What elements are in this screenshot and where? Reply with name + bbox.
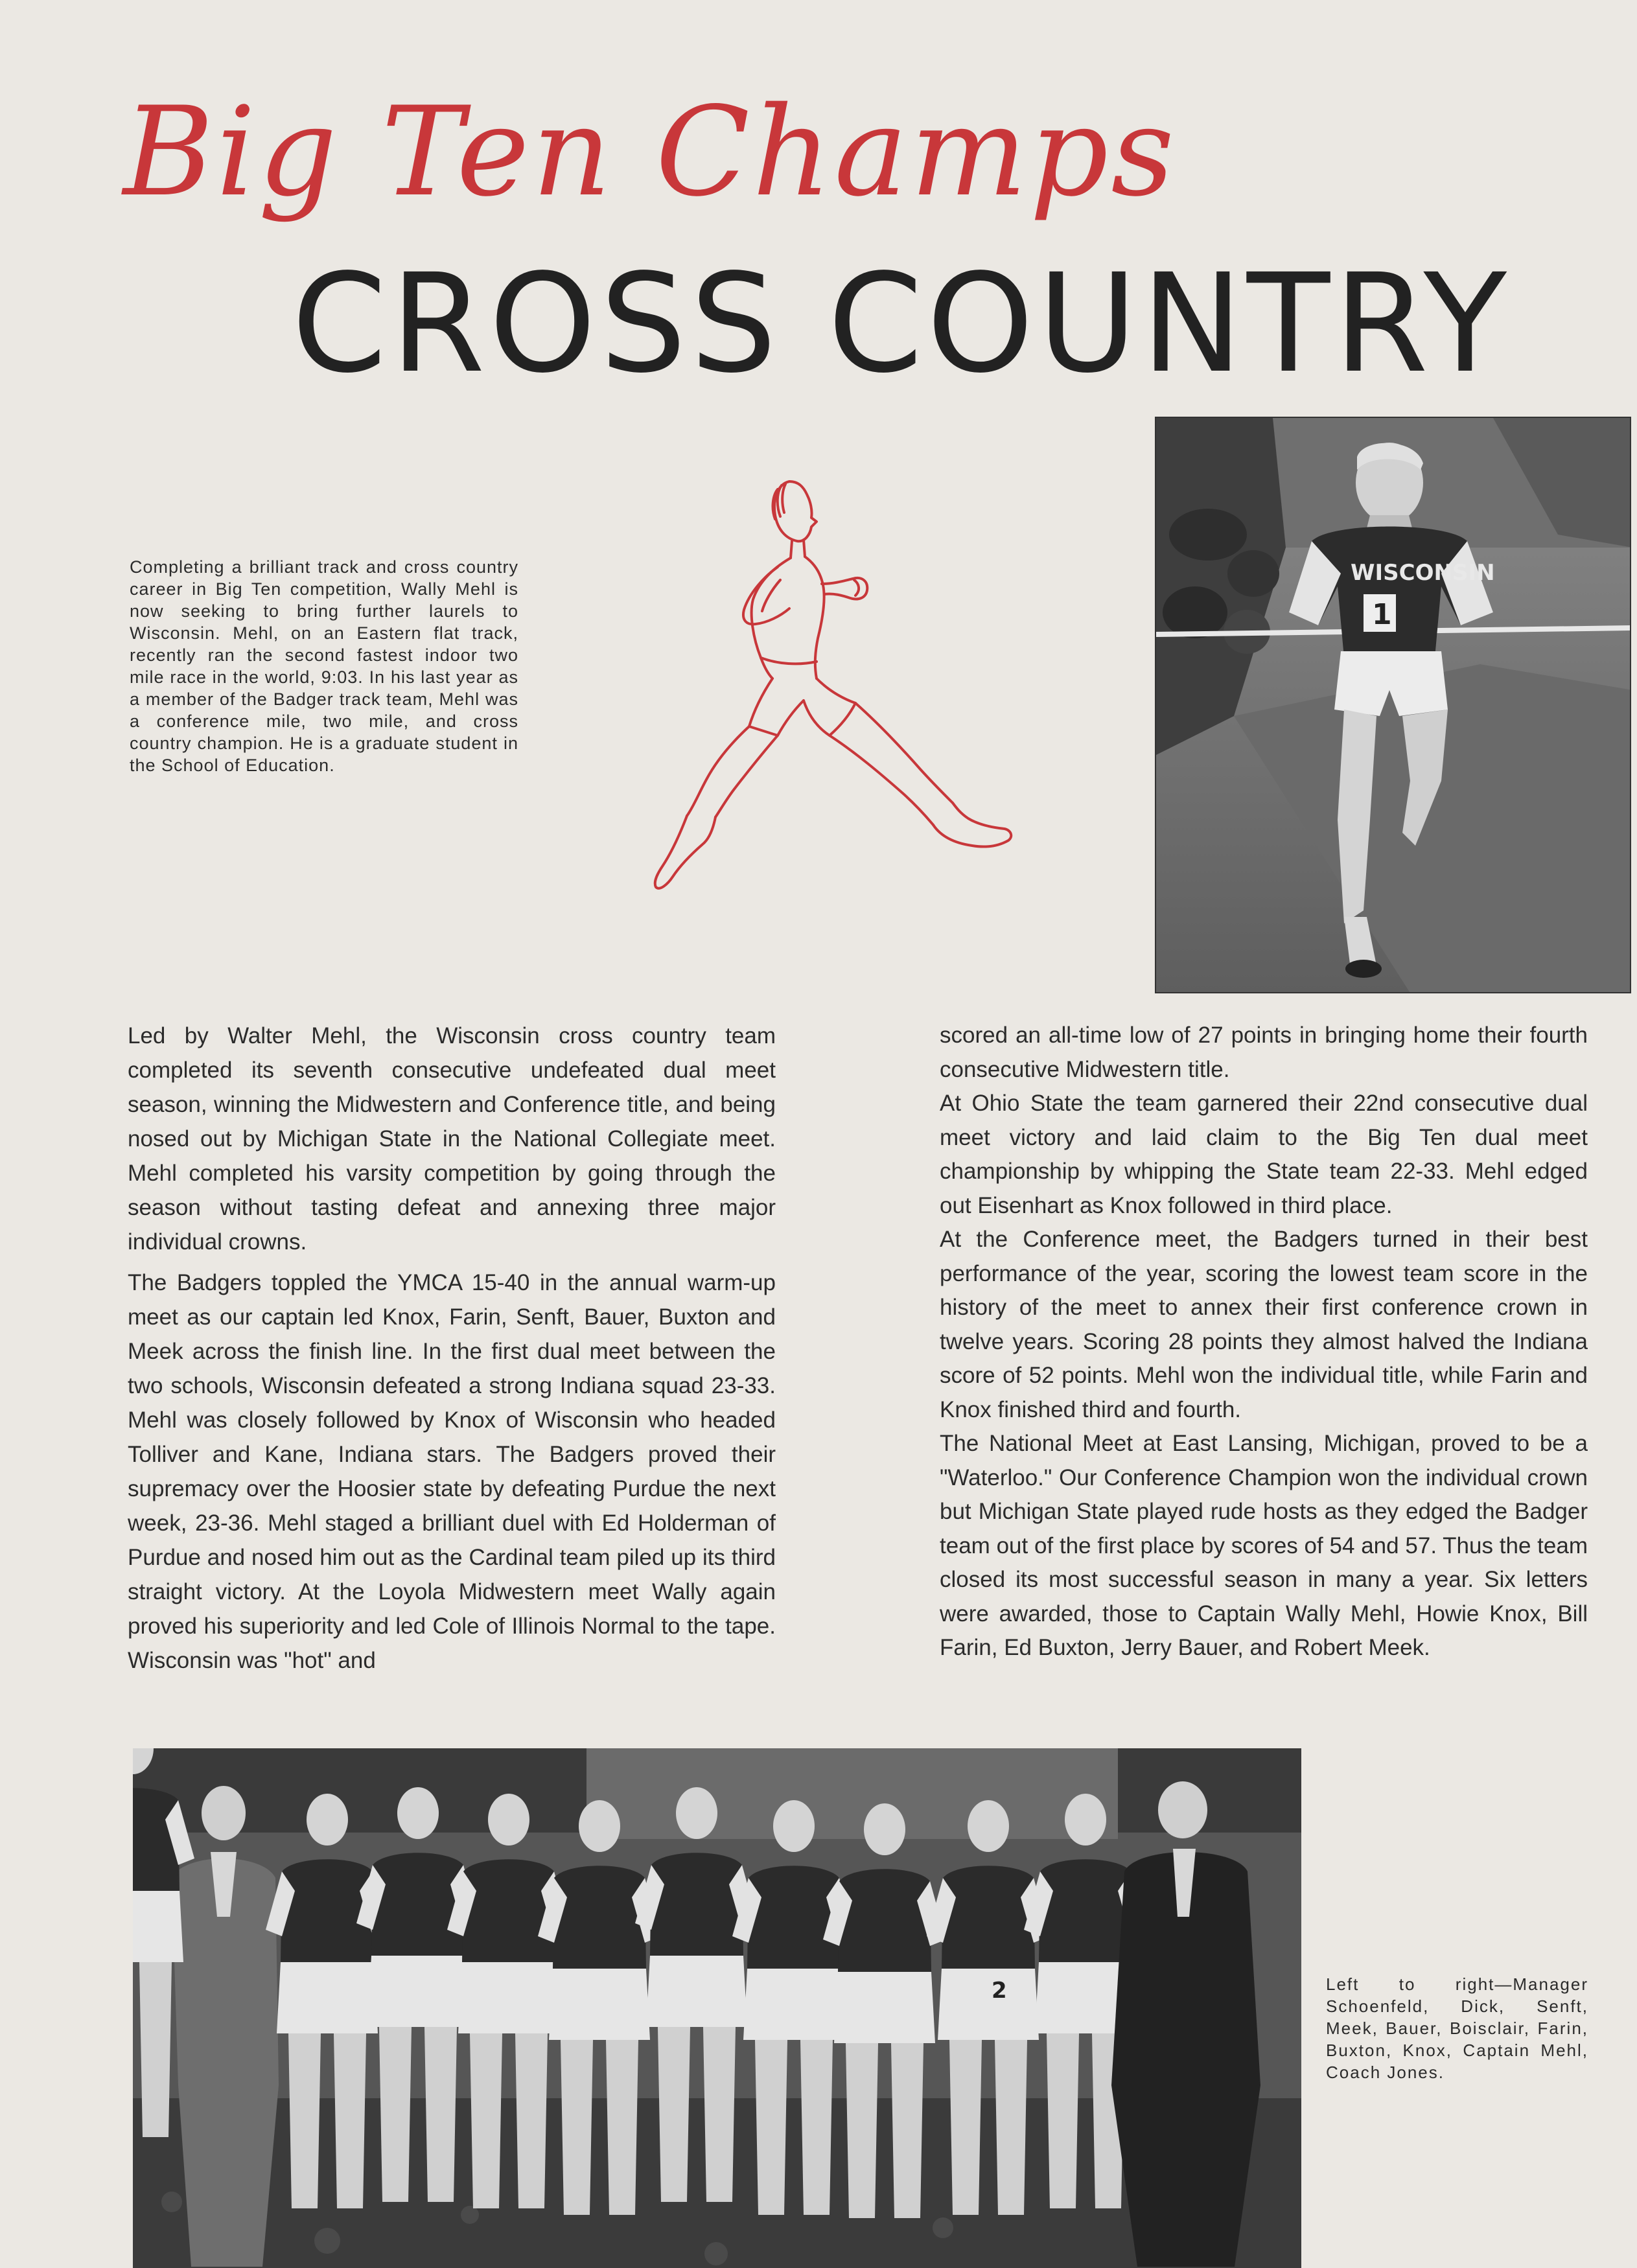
intro-text: Completing a brilliant track and cross country career in Big Ten competition, Wally Mehl is now seeking to bring further laurels to Wisconsin. Mehl, on an Eastern flat track, recently ran the second fastest indoor two mile race in the world, 9:03. In his last year as a member of the Badger track team, Mehl was a conference mile, two mile, and cross country champion. He is a graduate student in the School of Education. (130, 557, 518, 775)
runner-photo (1155, 417, 1631, 993)
script-title: Big Ten Champs (123, 80, 1177, 224)
body-paragraph: At the Conference meet, the Badgers turned in their best performance of the year, scoring the lowest team score in the history of the meet to annex their first conference crown in twelve years. Scoring 28 points they almost halved the Indiana score of 52 points. Mehl won the individual title, while Farin and Knox finished third and fourth. (940, 1227, 1588, 1422)
body-paragraph: Led by Walter Mehl, the Wisconsin cross country team completed its seventh consecutive undefeated dual meet season, winning the Midwestern and Conference title, and being nosed out by Michigan State in the National Collegiate meet. Mehl completed his varsity competition by going through the season without tasting defeat and annexing three major individual crowns. (128, 1023, 776, 1255)
body-paragraph: At Ohio State the team garnered their 22nd consecutive dual meet victory and laid claim to the Big Ten dual meet championship by whipping the State team 22-33. Mehl edged out Eisenhart as Knox followed in third place. (940, 1091, 1588, 1218)
team-jersey-number: 2 (992, 1978, 1007, 2004)
body-paragraph: scored an all-time low of 27 points in bringing home their fourth consecutive Midwestern title. (940, 1023, 1588, 1082)
photo-jersey-text: WISCONSIN (1351, 560, 1495, 586)
photo-bib-number: 1 (1372, 598, 1392, 631)
body-column-right (940, 1019, 1588, 1665)
main-title: CROSS COUNTRY (292, 244, 1511, 403)
runner-illustration (583, 470, 1076, 936)
team-photo (133, 1748, 1301, 2268)
body-paragraph: The Badgers toppled the YMCA 15-40 in the annual warm-up meet as our captain led Knox, Farin, Senft, Bauer, Buxton and Meek across the finish line. In the first dual meet between the two schools, Wisconsin defeated a strong Indiana squad 23-33. Mehl was closely followed by Knox of Wisconsin who headed Tolliver and Kane, Indiana stars. The Badgers proved their supremacy over the Hoosier state by defeating Purdue the next week, 23-36. Mehl staged a brilliant duel with Ed Holderman of Purdue and nosed him out as the Cardinal team piled up its third straight victory. At the Loyola Midwestern meet Wally again proved his superiority and led Cole of Illinois Normal to the tape. Wisconsin was "hot" and (128, 1270, 776, 1673)
body-paragraph: The National Meet at East Lansing, Michigan, proved to be a "Waterloo." Our Conference Champion won the individual crown but Michigan State played rude hosts as they edged the Badger team out of the first place by scores of 54 and 57. Thus the team closed its most successful season in many a year. Six letters were awarded, those to Captain Wally Mehl, Howie Knox, Bill Farin, Ed Buxton, Jerry Bauer, and Robert Meek. (940, 1431, 1588, 1660)
body-column-left (128, 1019, 776, 1684)
team-photo-caption: Left to right—Manager Schoenfeld, Dick, Senft, Meek, Bauer, Boisclair, Farin, Buxton, Knox, Captain Mehl, Coach Jones. (1326, 1974, 1588, 2082)
